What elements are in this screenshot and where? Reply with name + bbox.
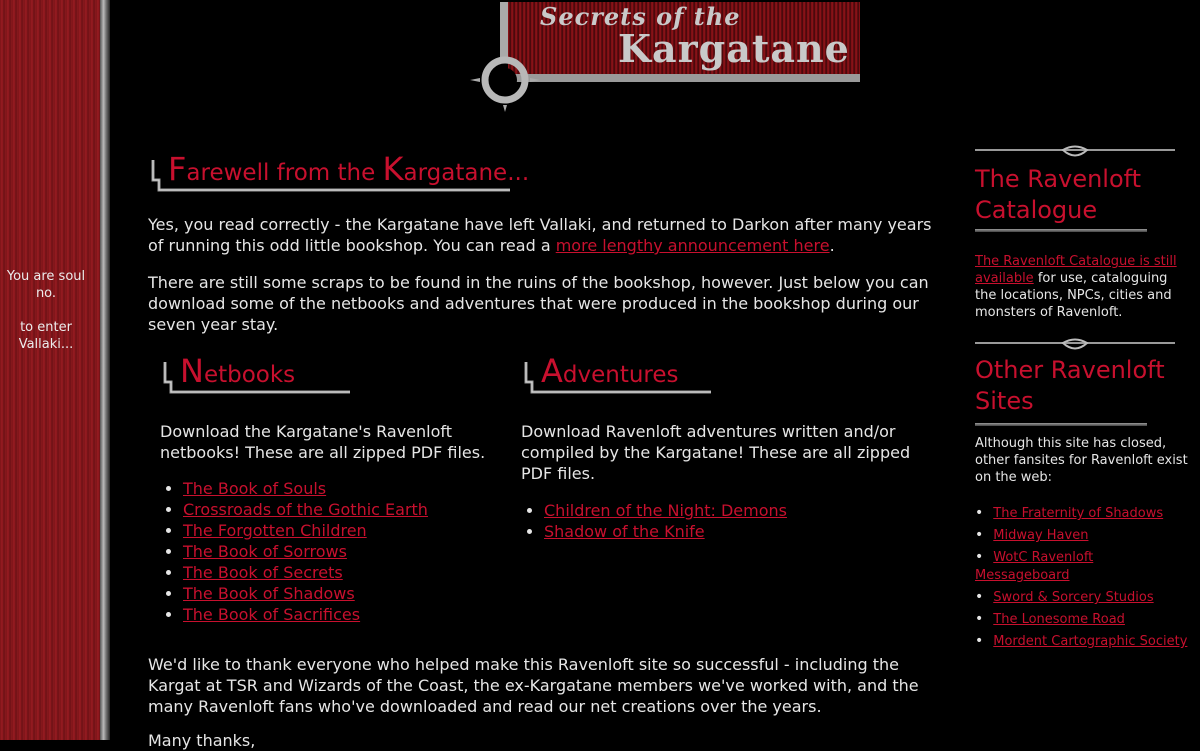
- other-sites-paragraph: Although this site has closed, other fansites for Ravenloft exist on the web:: [975, 436, 1188, 485]
- heading-part1: arewell from the: [186, 160, 383, 186]
- list-item: [183, 583, 513, 604]
- netbooks-title: etbooks: [203, 362, 296, 388]
- banner-title-line1: Secrets of the: [540, 2, 741, 31]
- site-banner: [470, 0, 865, 115]
- heading-cap-k: K: [382, 150, 404, 188]
- enter-text: to enter Vallaki...: [18, 320, 74, 352]
- list-item: [975, 548, 1190, 585]
- intro-paragraph: [148, 214, 938, 256]
- banner-title-line2: Kargatane: [618, 26, 850, 71]
- list-item: [183, 604, 513, 625]
- farewell-heading: [150, 150, 530, 194]
- list-item: [183, 562, 513, 583]
- thanks-paragraph: We'd like to thank everyone who helped make this Ravenloft site so successful - including the Kargat at TSR and Wizards of the Coast, the ex-Kargatane members we've worked with, and the many Ravenloft fans who've downloaded and read our net creations over the years.: [148, 655, 919, 716]
- intro-text: Yes, you read correctly - the Kargatane have left Vallaki, and returned to Darkon after many years of running this odd little bookshop. You can read a: [148, 215, 932, 255]
- list-item: [544, 521, 964, 542]
- adventures-list: [521, 500, 964, 542]
- divider-ornament-1: [975, 145, 1175, 161]
- soul-counter-text: You are soul no.: [6, 269, 86, 301]
- catalogue-heading: The Ravenloft Catalogue: [975, 165, 1142, 224]
- netbook-link[interactable]: Crossroads of the Gothic Earth: [183, 500, 428, 519]
- list-item: [975, 632, 1190, 651]
- catalogue-underline: [975, 229, 1147, 232]
- fansite-list: [975, 504, 1190, 654]
- other-sites-underline: [975, 423, 1147, 426]
- adventures-heading: [523, 352, 723, 396]
- fansite-link[interactable]: WotC Ravenloft Messageboard: [975, 550, 1094, 583]
- list-item: [975, 588, 1190, 607]
- fansite-link[interactable]: Mordent Cartographic Society: [993, 634, 1188, 649]
- scraps-paragraph: There are still some scraps to be found in the ruins of the bookshop, however. Just below you can download some of the netbooks and adventures that were produced in the bookshop during our seven year stay.: [148, 273, 929, 334]
- netbooks-cap: N: [180, 352, 204, 390]
- adventure-link[interactable]: Shadow of the Knife: [544, 522, 705, 541]
- left-sidebar: [0, 0, 100, 740]
- netbook-link[interactable]: The Forgotten Children: [183, 521, 367, 540]
- list-item: [183, 499, 513, 520]
- list-item: [183, 478, 513, 499]
- list-item: [183, 520, 513, 541]
- intro-end: .: [829, 236, 835, 255]
- netbooks-desc: Download the Kargatane's Ravenloft netbooks! These are all zipped PDF files.: [160, 422, 486, 462]
- fansite-link[interactable]: The Lonesome Road: [993, 612, 1125, 627]
- netbook-link[interactable]: The Book of Secrets: [183, 563, 343, 582]
- list-item: [183, 541, 513, 562]
- catalogue-link[interactable]: The Ravenloft Catalogue is still available: [975, 254, 1177, 286]
- list-item: [975, 504, 1190, 523]
- adventures-desc: Download Ravenloft adventures written and/or compiled by the Kargatane! These are all zipped PDF files.: [521, 422, 911, 483]
- sidebar-border: [100, 0, 110, 740]
- netbooks-list: [160, 478, 513, 625]
- fansite-link[interactable]: Midway Haven: [993, 528, 1089, 543]
- announcement-link[interactable]: more lengthy announcement here: [555, 236, 830, 255]
- catalogue-paragraph: [975, 253, 1190, 321]
- list-item: [975, 526, 1190, 545]
- fansite-link[interactable]: Sword & Sorcery Studios: [993, 590, 1154, 605]
- adventure-link[interactable]: Children of the Night: Demons: [544, 501, 787, 520]
- heading-part2: argatane...: [403, 160, 530, 186]
- netbook-link[interactable]: The Book of Sorrows: [183, 542, 347, 561]
- other-sites-heading: Other Ravenloft Sites: [975, 356, 1165, 415]
- list-item: [544, 500, 964, 521]
- adventures-title: dventures: [562, 362, 679, 388]
- closing-text: Many thanks,: [148, 731, 256, 750]
- netbooks-heading: [162, 352, 362, 396]
- list-item: [975, 610, 1190, 629]
- netbook-link[interactable]: The Book of Shadows: [183, 584, 355, 603]
- netbook-link[interactable]: The Book of Souls: [183, 479, 327, 498]
- catalogue-text: for use, cataloguing the locations, NPCs, cities and monsters of Ravenloft.: [975, 271, 1172, 320]
- adventures-cap: A: [541, 352, 563, 390]
- visitor-counter: [0, 268, 92, 353]
- netbook-link[interactable]: The Book of Sacrifices: [183, 605, 361, 624]
- fansite-link[interactable]: The Fraternity of Shadows: [993, 506, 1164, 521]
- divider-ornament-2: [975, 338, 1175, 354]
- heading-cap-f: F: [168, 150, 187, 188]
